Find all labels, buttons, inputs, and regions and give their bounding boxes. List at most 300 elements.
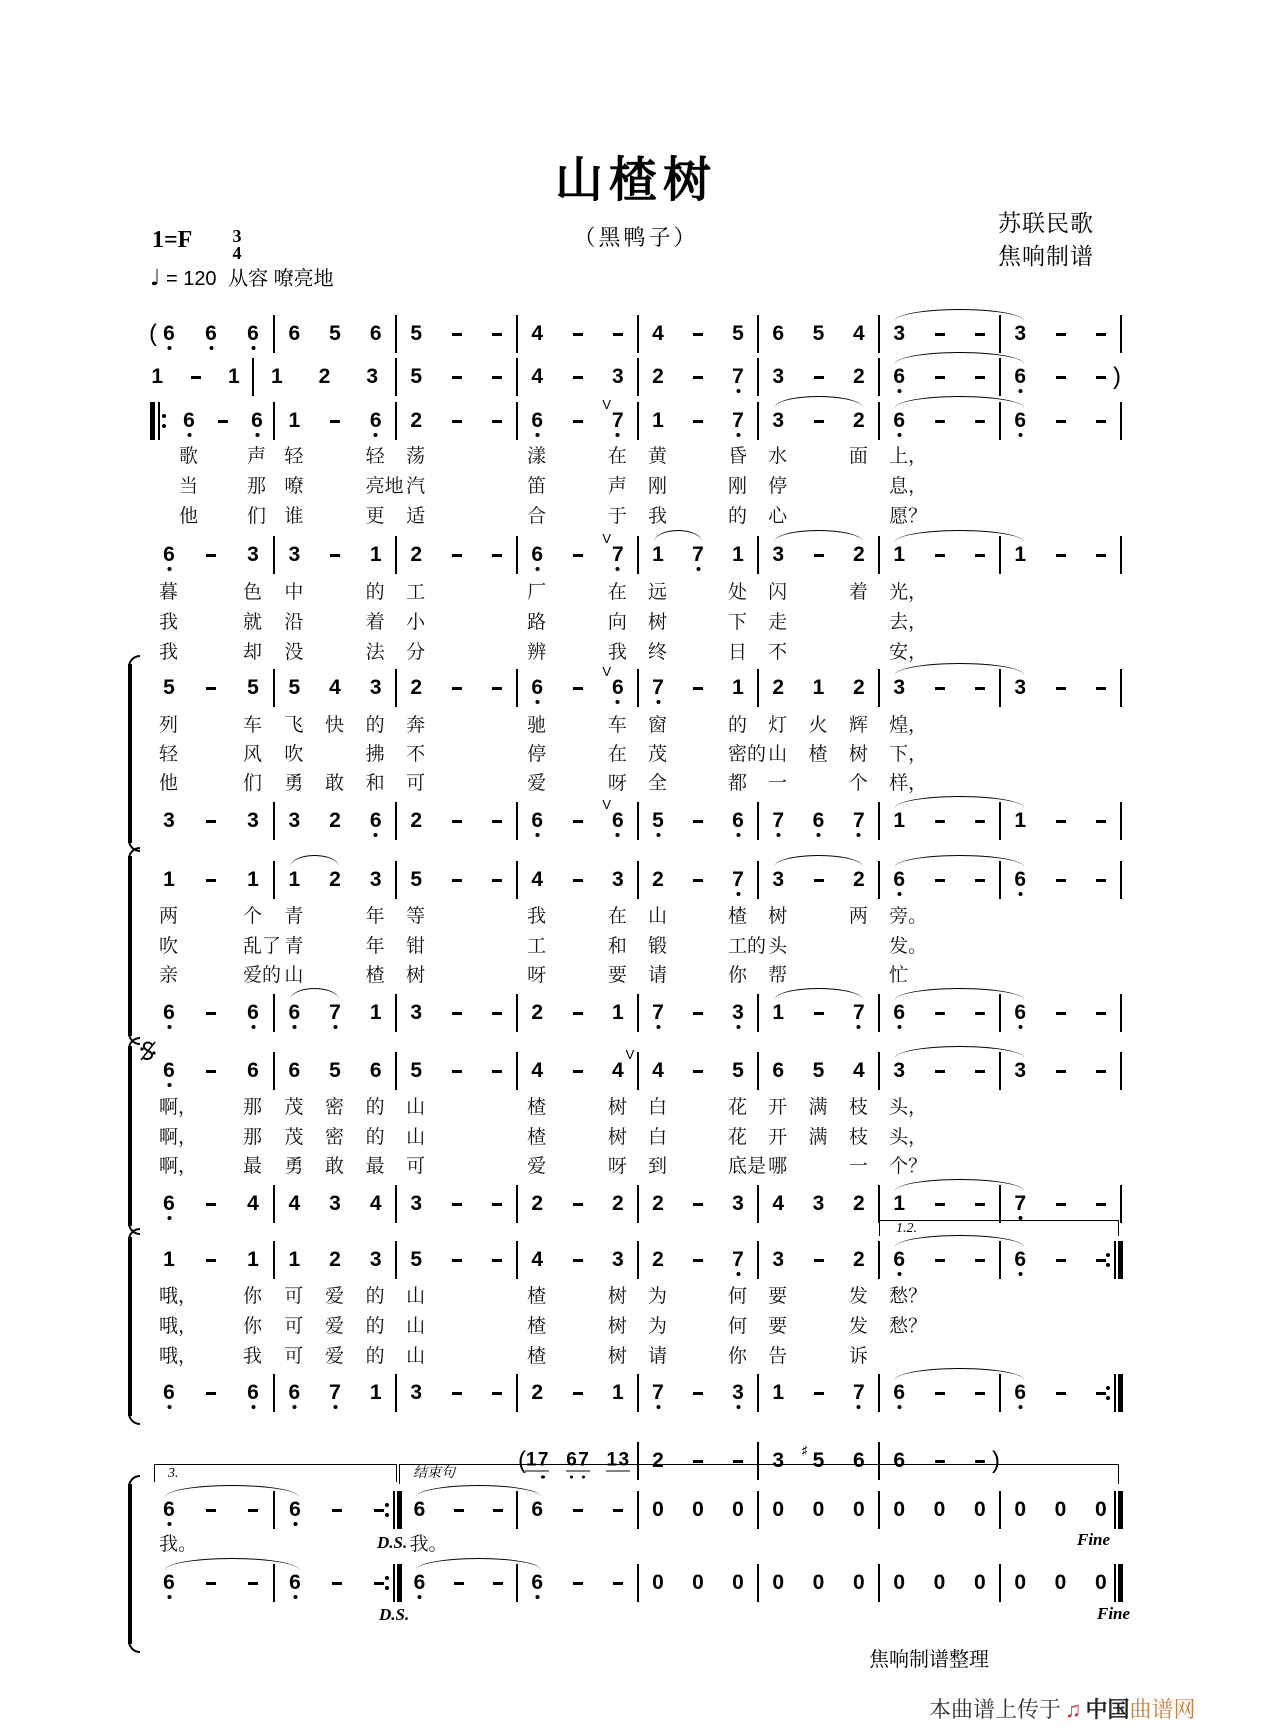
note: 7 [852,810,865,832]
lyric-syllable: 在 [607,445,627,467]
rest: 0 [1094,1498,1107,1521]
lyrics-line [0,772,1272,794]
lyric-syllable: 辨 [527,641,547,663]
dash [492,333,502,336]
repeat-start-barline [150,402,155,440]
repeat-dots [1106,1253,1110,1267]
barline [1120,402,1122,440]
dash [1096,1392,1106,1395]
lyric-syllable: 茂 [648,743,668,765]
barline [637,802,639,840]
rest: 0 [1054,1498,1067,1521]
dash [492,554,502,557]
dash [452,420,462,423]
lyrics-line [0,905,1272,927]
note: 5 [410,365,422,388]
lyric-syllable: 山 [406,1126,426,1148]
note: 3 [893,1059,905,1082]
dash [218,420,228,423]
lyric-syllable: 密 [325,1126,345,1148]
note: 6 [163,544,176,566]
note: 1 [611,1381,624,1404]
low-octave-dot [1018,892,1022,896]
dash [452,687,462,690]
lyric-syllable: 帮 [768,964,788,986]
lyric-syllable: 下， [889,743,928,765]
note: 6 [183,410,196,432]
lyric-syllable: 可 [284,1315,304,1337]
lyric-syllable: 请 [648,1345,668,1367]
dash [206,1259,216,1262]
note: 4 [531,1248,543,1271]
note: 2 [531,1192,543,1215]
note: 2 [652,365,664,388]
rest: 0 [652,1498,664,1521]
lyrics-line [0,935,1272,957]
note: 2 [329,868,341,891]
staff-lower-voice [0,993,1272,1033]
dash [573,1259,583,1262]
barline [878,358,880,396]
lyrics-line [0,581,1272,603]
note: 7 [578,1451,590,1470]
arranger-credit: 焦响制谱整理 [869,1649,989,1671]
barline [273,994,275,1032]
lyric-syllable: 啊， [159,1155,198,1177]
low-octave-dot [167,346,171,350]
note: 3 [1014,1059,1026,1082]
note: 6 [163,1002,176,1024]
lyric-syllable: 笛 [527,475,547,497]
rest: 0 [852,1571,865,1594]
low-octave-dot [535,1595,539,1599]
lyric-syllable: 停 [527,743,547,765]
low-octave-dot [535,833,539,837]
lyric-syllable: 工的 [728,935,767,957]
dal-segno-marker: D.S. [379,1605,410,1624]
lyric-syllable: 和 [365,772,385,794]
lyric-syllable: 着 [848,581,868,603]
tie-arc [895,396,1024,408]
lyric-syllable: 我 [159,611,179,633]
lyric-syllable: 要 [607,964,627,986]
note: 1 [525,1449,537,1471]
lyric-syllable: 满 [808,1126,828,1148]
staff-verse-melody [0,397,1272,441]
lyrics-line [0,1315,1272,1337]
note: 6 [1014,410,1027,432]
low-octave-dot [535,433,539,437]
note: 7 [772,810,785,832]
dash [935,333,945,336]
note: 3 [329,1192,341,1215]
lyric-syllable: 勇 [284,1155,304,1177]
barline [878,1374,880,1412]
note: 1 [772,1001,784,1024]
barline [757,1185,759,1223]
lyric-syllable: 楂 [527,1126,547,1148]
volta-bracket-3 [154,1464,397,1482]
note: 3 [618,1449,630,1471]
note: 6 [288,322,301,345]
lyric-syllable: 样， [889,772,928,794]
barline [516,1052,518,1090]
staff-lower-voice [0,797,1272,841]
note: 2 [410,809,422,832]
lyric-syllable: 呀 [607,1155,627,1177]
note: 3 [366,365,378,388]
note: 1 [652,543,664,566]
lyrics-line [0,1285,1272,1307]
note: 6 [893,366,906,388]
barline [516,1374,518,1412]
barline [637,669,639,707]
dal-segno-marker: D.S. [377,1533,408,1552]
rest: 0 [933,1571,946,1594]
lyric-syllable: 谁 [284,505,304,527]
dash [693,420,703,423]
dash [693,1070,703,1073]
dash [935,554,945,557]
dash [693,1012,703,1015]
notation-credit: 焦响制谱 [998,244,1094,270]
low-octave-dot [374,833,378,837]
note: 4 V [611,1047,635,1082]
lyric-syllable: 车 [607,714,627,736]
lyric-syllable: 一 [768,772,788,794]
barline [395,802,397,840]
note: 5 [732,1059,744,1082]
lyric-syllable: 光， [889,581,928,603]
sharp-sign: ♯ [801,1442,809,1460]
note: 2 [318,365,331,388]
tie-arc [416,1558,542,1570]
barline [395,402,397,440]
low-octave-dot [293,1595,297,1599]
dash [975,554,985,557]
barline [273,1185,275,1223]
barline [637,1241,639,1279]
dash [1096,554,1106,557]
barline [1120,315,1122,353]
dash [1096,687,1106,690]
note: 3 [772,543,784,566]
dash [206,1392,216,1395]
dash [206,1582,216,1585]
note: 3 [611,1248,624,1271]
breath-mark: V [602,797,611,812]
barline [757,1491,759,1529]
low-octave-dot [736,433,740,437]
dash [206,687,216,690]
tie-arc [895,1046,1024,1058]
dash [935,376,945,379]
low-octave-dot [897,389,901,393]
lyric-syllable: 安， [889,641,928,663]
dash [935,420,945,423]
dash [492,420,502,423]
lyric-syllable: 何 [728,1315,748,1337]
lyric-syllable: 和 [607,935,627,957]
repeat-end-barline [393,1491,395,1529]
dash [814,554,824,557]
lyric-syllable: 沿 [284,611,304,633]
lyric-syllable: 亲 [159,964,179,986]
barline [757,1564,759,1602]
barline [757,358,759,396]
note: 6 [289,1499,302,1521]
dash [330,420,340,423]
lyric-syllable: 爱 [325,1345,345,1367]
note: 6 [247,1059,259,1082]
note: 7 [1014,1193,1027,1215]
note: 6 [1014,869,1027,891]
note: 6 [205,323,218,345]
low-octave-dot [736,1405,740,1409]
repeat-dots [385,1576,389,1590]
lyric-syllable: 楂 [365,964,385,986]
dash [1096,376,1106,379]
dash [814,1259,824,1262]
barline [878,802,880,840]
low-octave-dot [736,1025,740,1029]
dash [573,333,583,336]
breath-mark: V [625,1047,635,1062]
lyric-syllable: 钳 [406,935,426,957]
barline [1120,802,1122,840]
note: 1 [893,1192,905,1215]
dash [693,820,703,823]
dash [693,1392,703,1395]
note: 6 [531,1498,543,1521]
lyric-syllable: 飞 [284,714,304,736]
lyric-syllable: 可 [406,772,426,794]
tie-arc [416,1485,542,1497]
lyric-syllable: 青 [284,905,304,927]
rest: 0 [732,1571,744,1594]
note: 1 [893,543,905,566]
lyrics-line [0,1126,1272,1148]
dash [935,1460,945,1463]
ending-label: 结束句 [413,1466,455,1481]
tie-arc [290,988,339,1000]
low-octave-dot [736,892,740,896]
dash [206,1012,216,1015]
lyric-syllable: 年 [365,935,385,957]
lyric-syllable: 啊， [159,1126,198,1148]
dash [1096,420,1106,423]
lyric-syllable: 勇 [284,772,304,794]
dash [814,420,824,423]
note: 1 [611,1001,624,1024]
lyric-syllable: 嘹 [284,475,304,497]
note: 6 [288,1002,301,1024]
lyric-syllable: 何 [728,1285,748,1307]
lyric-syllable: 停 [768,475,788,497]
barline [516,994,518,1032]
rest: 0 [772,1571,784,1594]
note: 1 [732,543,744,566]
tie-arc [774,530,863,542]
open-parenthesis: ( [149,320,157,347]
lyric-syllable: 声 [607,475,627,497]
staff-upper-voice [0,664,1272,708]
barline [757,315,759,353]
lyrics-line [0,611,1272,633]
note: 1 [369,1001,382,1024]
note: 2 [652,1248,664,1271]
lyric-syllable: 枝 [848,1126,868,1148]
lyric-syllable: 的 [365,1315,385,1337]
lyric-syllable: 歌 [179,445,199,467]
dash [1096,820,1106,823]
note: 3 [812,1192,825,1215]
low-octave-dot [1018,433,1022,437]
low-octave-dot [656,1025,660,1029]
low-octave-dot [167,1216,171,1220]
site-watermark [929,1697,1209,1722]
lyric-syllable: 荡 [406,445,426,467]
lyric-syllable: 适 [406,505,426,527]
dash [573,1582,583,1585]
time-signature [227,228,247,262]
dash [975,333,985,336]
close-parenthesis: ) [1113,363,1121,390]
low-octave-dot [333,1405,337,1409]
barline [757,402,759,440]
note: 2 [652,1192,664,1215]
note: 6 V [611,810,624,832]
barline [252,358,254,396]
barline [1120,536,1122,574]
repeat-dots [385,1503,389,1517]
lyric-syllable: 茂 [284,1096,304,1118]
low-octave-dot [736,833,740,837]
dash [573,1509,583,1512]
lyric-syllable: 小 [406,611,426,633]
low-octave-dot [292,1025,296,1029]
lyric-syllable: 们 [243,772,263,794]
lyric-syllable: 发 [848,1315,868,1337]
note: 1 [369,543,382,566]
barline [757,861,759,899]
note: 5 [163,676,175,699]
dash [492,1070,502,1073]
lyric-syllable: 最 [365,1155,385,1177]
lyric-syllable: 要 [768,1285,788,1307]
low-octave-dot [656,833,660,837]
barline [999,1491,1001,1529]
dash [493,1582,503,1585]
lyric-syllable: 没 [284,641,304,663]
dash [1056,1203,1066,1206]
lyric-syllable: 树 [607,1345,627,1367]
dash [492,879,502,882]
low-octave-dot [167,1405,171,1409]
lyric-syllable: 灯 [768,714,788,736]
note: 6 [531,677,544,699]
note: 6 [893,1002,906,1024]
note: 6 [413,1572,426,1594]
lyric-syllable: 乱了 [243,935,282,957]
lyric-syllable: 要 [768,1315,788,1337]
lyric-syllable: 楂 [527,1096,547,1118]
tie-arc [895,1368,1024,1380]
dash [1096,1012,1106,1015]
lyric-syllable: 山 [284,964,304,986]
lyric-syllable: 当 [179,475,199,497]
dash [492,820,502,823]
dash [693,1460,703,1463]
lyric-syllable: 发 [848,1285,868,1307]
low-octave-dot [1018,1272,1022,1276]
rest: 0 [893,1571,905,1594]
lyric-syllable: 爱 [527,772,547,794]
low-octave-dot [255,433,259,437]
lyric-syllable: 轻 [159,743,179,765]
note: 3 [410,1192,422,1215]
note: 6 [531,810,544,832]
lyric-syllable: 面 [848,445,868,467]
lyric-syllable: 火 [808,714,828,736]
note: 3 [732,1382,745,1404]
note: 6 [893,410,906,432]
barline [757,1241,759,1279]
barline [637,1564,639,1602]
note: 6 [289,1572,302,1594]
lyric-syllable: 的 [365,714,385,736]
note: 5 ♯ [801,1442,825,1472]
lyric-syllable: 愁？ [889,1285,928,1307]
lyric-syllable: 满 [808,1096,828,1118]
note: 1 [732,676,744,699]
note: 6 [288,1059,301,1082]
dash [693,1259,703,1262]
barline [637,861,639,899]
lyric-syllable: 爱 [325,1285,345,1307]
tie-arc [895,988,1024,1000]
note: 6 [893,1249,906,1271]
low-octave-dot [696,567,700,571]
barline [516,669,518,707]
barline [637,1052,639,1090]
lyric-syllable: 辉 [848,714,868,736]
note: 2 [652,868,664,891]
dash [693,333,703,336]
lyric-syllable: 开 [768,1126,788,1148]
dash [935,820,945,823]
low-octave-dot [1018,1405,1022,1409]
lyric-syllable: 两 [159,905,179,927]
note: 5 [812,322,825,345]
low-octave-dot [293,1522,297,1526]
dash [975,1070,985,1073]
rest: 0 [692,1571,704,1594]
dash [935,1259,945,1262]
barline [1120,994,1122,1032]
note: 2 [772,676,784,699]
lyric-syllable: 在 [607,581,627,603]
song-title: 山楂树 [554,152,717,208]
low-octave-dot [187,433,191,437]
note: 5 [329,1059,341,1082]
barline [516,802,518,840]
dash [975,420,985,423]
lyric-syllable: 终 [648,641,668,663]
lyric-syllable: 敢 [325,772,345,794]
dash [814,1012,824,1015]
note: 6 [812,810,825,832]
